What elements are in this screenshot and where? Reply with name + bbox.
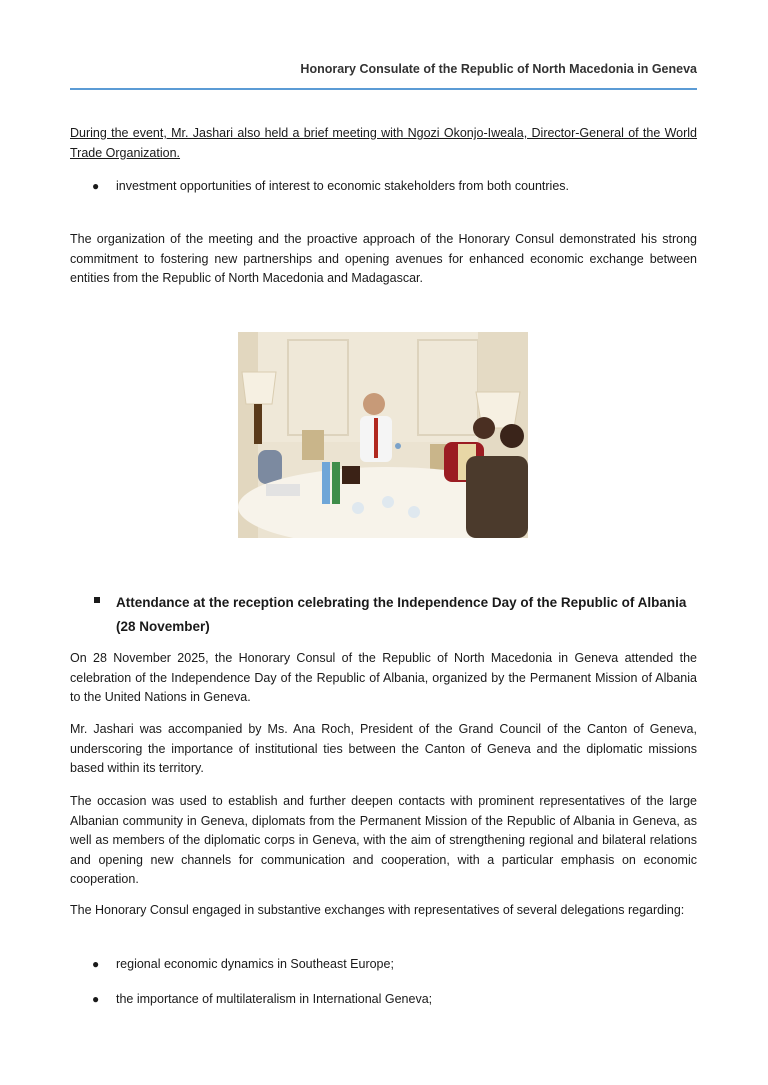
bullet-icon: ●: [92, 992, 100, 1006]
list-item-text: the importance of multilateralism in International Geneva;: [116, 992, 433, 1006]
section-paragraph-2: Mr. Jashari was accompanied by Ms. Ana Roch, President of the Grand Council of the Canton of Geneva, underscoring the importance of institutional ties between the Canton of Geneva and the diplomatic missions based within its territory.: [70, 722, 697, 775]
meeting-note: During the event, Mr. Jashari also held a brief meeting with Ngozi Okonjo-Iweala, Director-General of the World Trade Organization.: [70, 126, 697, 160]
meeting-photo-illustration: [238, 332, 528, 538]
section-heading: Attendance at the reception celebrating the Independence Day of the Republic of Albania (28 November): [116, 595, 687, 634]
section-paragraph-4: The Honorary Consul engaged in substantive exchanges with representatives of several delegations regarding:: [70, 903, 685, 917]
meeting-photo: [238, 332, 528, 538]
section-paragraph-3: The occasion was used to establish and further deepen contacts with prominent representatives of the large Albanian community in Geneva, diplomats from the Permanent Mission of the Republic of Albania in Geneva, as well as members of the diplomatic corps in Geneva, with the aim of strengthening regional and bilateral relations and opening new channels for communication and cooperation, with a particular emphasis on economic cooperation.: [70, 794, 697, 886]
list-item-text: regional economic dynamics in Southeast Europe;: [116, 957, 394, 971]
bullet-icon: ●: [92, 957, 100, 971]
intro-paragraph: The organization of the meeting and the proactive approach of the Honorary Consul demonstrated his strong commitment to fostering new partnerships and opening avenues for enhanced economic exchange between entities from the Republic of North Macedonia and Madagascar.: [70, 232, 697, 285]
list-item-text: investment opportunities of interest to economic stakeholders from both countries.: [116, 179, 570, 193]
page-header: Honorary Consulate of the Republic of North Macedonia in Geneva: [300, 62, 697, 76]
heading-bullet-icon: [94, 597, 100, 603]
bullet-icon: ●: [92, 179, 100, 193]
header-divider: [70, 88, 697, 90]
section-paragraph-1: On 28 November 2025, the Honorary Consul of the Republic of North Macedonia in Geneva attended the celebration of the Independence Day of the Republic of Albania, organized by the Permanent Mission of Albania to the United Nations in Geneva.: [70, 651, 697, 704]
